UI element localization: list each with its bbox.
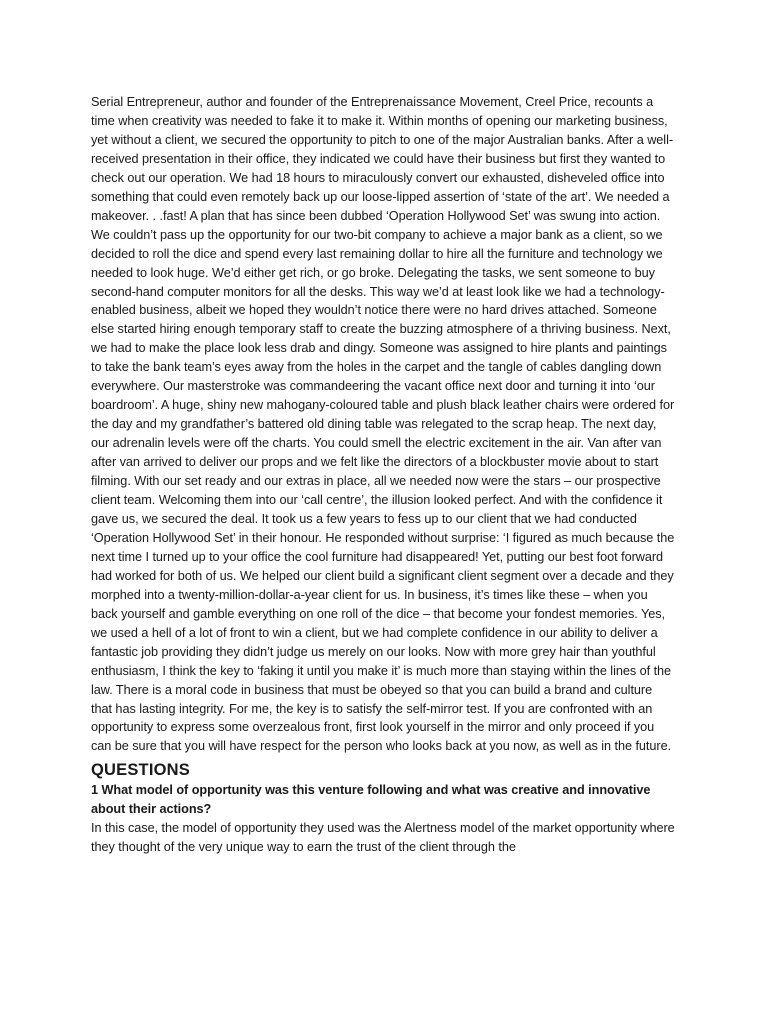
document-page [91, 93, 676, 857]
answer-1: In this case, the model of opportunity they used was the Alertness model of the market opportunity where they thought of the very unique way to earn the trust of the client through the [91, 821, 675, 855]
question-1: 1 What model of opportunity was this venture following and what was creative and innovative about their actions? [91, 783, 651, 817]
questions-heading: QUESTIONS [91, 761, 190, 780]
case-study-paragraph: Serial Entrepreneur, author and founder of the Entreprenaissance Movement, Creel Price, recounts a time when creativity was needed to fake it to make it. Within months of opening our marketing business, yet without a client, we secured the opportunity to pitch to one of the major Australian banks. After a well-received presentation in their office, they indicated we could have their business but first they wanted to check out our operation. We had 18 hours to miraculously convert our exhausted, disheveled office into something that could even remotely back up our loose-lipped assertion of ‘state of the art’. We needed a makeover. . .fast! A plan that has since been dubbed ‘Operation Hollywood Set’ was swung into action. We couldn’t pass up the opportunity for our two-bit company to achieve a major bank as a client, so we decided to roll the dice and spend every last remaining dollar to hire all the furniture and technology we needed to look huge. We’d either get rich, or go broke. Delegating the tasks, we sent someone to buy second-hand computer monitors for all the desks. This way we’d at least look like we had a technology-enabled business, albeit we hoped they wouldn’t notice there were no hard drives attached. Someone else started hiring enough temporary staff to create the buzzing atmosphere of a thriving business. Next, we had to make the place look less drab and dingy. Someone was assigned to hire plants and paintings to take the bank team’s eyes away from the holes in the carpet and the tangle of cables dangling down everywhere. Our masterstroke was commandeering the vacant office next door and turning it into ‘our boardroom’. A huge, shiny new mahogany-coloured table and plush black leather chairs were ordered for the day and my grandfather’s battered old dining table was relegated to the scrap heap. The next day, our adrenalin levels were off the charts. You could smell the electric excitement in the air. Van after van after van arrived to deliver our props and we felt like the directors of a blockbuster movie about to start filming. With our set ready and our extras in place, all we needed now were the stars – our prospective client team. Welcoming them into our ‘call centre’, the illusion looked perfect. And with the confidence it gave us, we secured the deal. It took us a few years to fess up to our client that we had conducted ‘Operation Hollywood Set’ in their honour. He responded without surprise: ‘I figured as much because the next time I turned up to your office the cool furniture had disappeared! Yet, putting our best foot forward had worked for both of us. We helped our client build a significant client segment over a decade and they morphed into a twenty-million-dollar-a-year client for us. In business, it’s times like these – when you back yourself and gamble everything on one roll of the dice – that become your fondest memories. Yes, we used a hell of a lot of front to win a client, but we had complete confidence in our ability to deliver a fantastic job providing they didn’t judge us merely on our looks. Now with more grey hair than youthful enthusiasm, I think the key to ‘faking it until you make it’ is much more than staying within the lines of the law. There is a moral code in business that must be obeyed so that you can build a brand and culture that has lasting integrity. For me, the key is to satisfy the self-mirror test. If you are confronted with an opportunity to express some overzealous front, first look yourself in the mirror and only proceed if you can be sure that you will have respect for the person who looks back at you now, as well as in the future. [91, 95, 675, 754]
